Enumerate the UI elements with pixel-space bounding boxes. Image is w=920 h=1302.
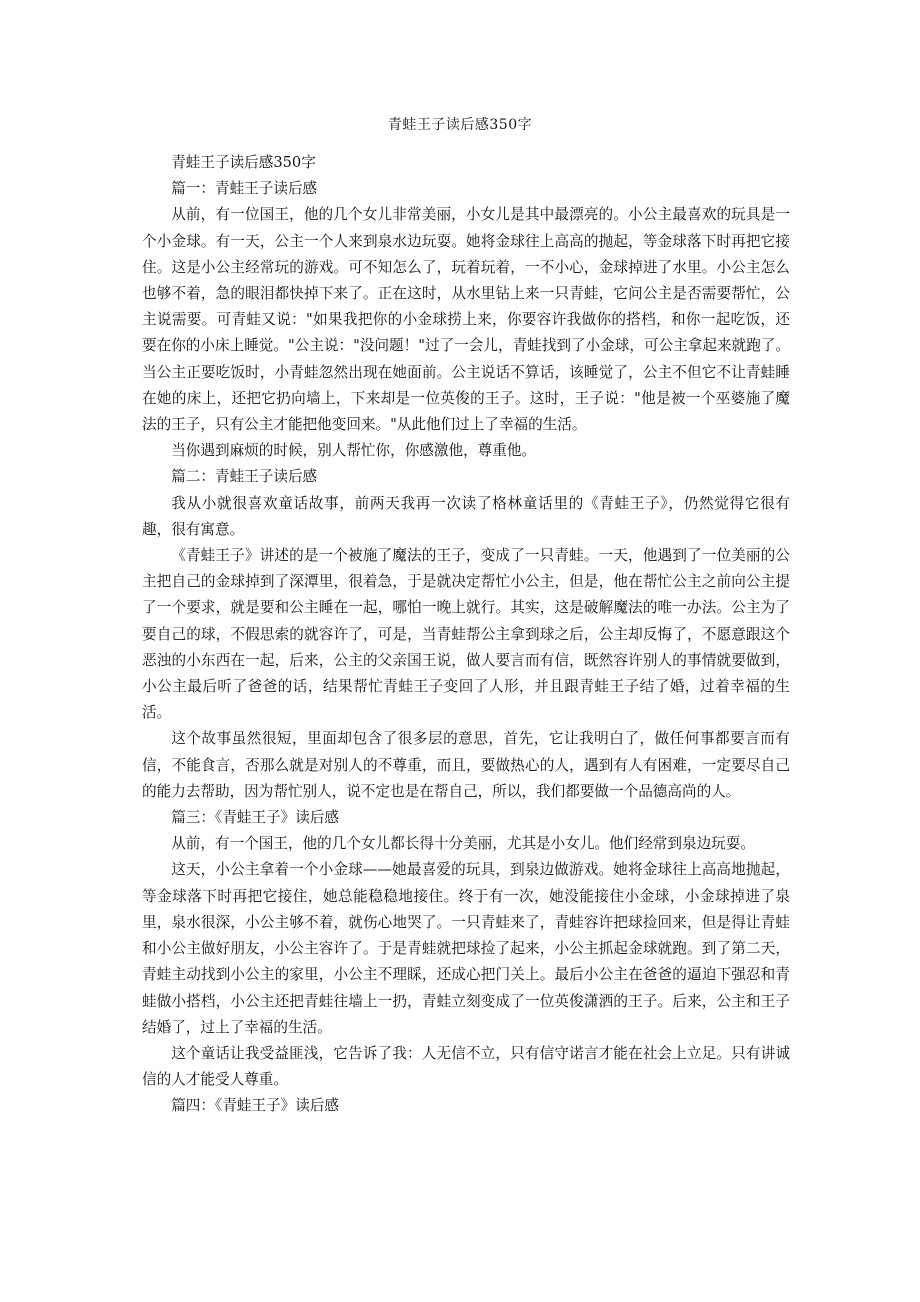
section-heading-1: 篇一：青蛙王子读后感	[171, 180, 318, 198]
subtitle: 青蛙王子读后感350字	[171, 154, 316, 171]
paragraph: 从前，有一位国王，他的几个女儿非常美丽，小女儿是其中最漂亮的。小公主最喜欢的玩具是一个小金球。有一天，公主一个人来到泉水边玩耍。她将金球往上高高的抛起，等金球落下时再把它接住。这是小公主经常玩的游戏。可不知怎么了，玩着玩着，一不小心，金球掉进了水里。小公主怎么也够不着，急的眼泪都快掉下来了。正在这时，从水里钻上来一只青蛙，它问公主是否需要帮忙，公主说需要。可青蛙又说："如果我把你的小金球捞上来，你要容许我做你的搭档，和你一起吃饭，还要在你的小床上睡觉。"公主说："没问题！"过了一会儿，青蛙找到了小金球，可公主拿起来就跑了。当公主正要吃饭时，小青蛙忽然出现在她面前。公主说话不算话，该睡觉了，公主不但它不让青蛙睡在她的床上，还把它扔向墙上，下来却是一位英俊的王子。这时，王子说："他是被一个巫婆施了魔法的王子，只有公主才能把他变回来。"从此他们过上了幸福的生活。	[142, 206, 790, 434]
section-heading-3: 篇三：《青蛙王子》读后感	[171, 809, 340, 827]
paragraph: 《青蛙王子》讲述的是一个被施了魔法的王子，变成了一只青蛙。一天，他遇到了一位美丽的公主把自己的金球掉到了深潭里，很着急，于是就决定帮忙小公主，但是，他在帮忙公主之前向公主提了一个要求，就是要和公主睡在一起，哪怕一晚上就行。其实，这是破解魔法的唯一办法。公主为了要自己的球，不假思索的就容许了，可是，当青蛙帮公主拿到球之后，公主却反悔了，不愿意跟这个恶浊的小东西在一起，后来，公主的父亲国王说，做人要言而有信，既然容许别人的事情就要做到，小公主最后听了爸爸的话，结果帮忙青蛙王子变回了人形，并且跟青蛙王子结了婚，过着幸福的生活。	[142, 547, 790, 722]
paragraph: 这个故事虽然很短，里面却包含了很多层的意思，首先，它让我明白了，做任何事都要言而有信，不能食言，否那么就是对别人的不尊重，而且，要做热心的人，遇到有人有困难，一定要尽自己的能力去帮助，因为帮忙别人，说不定也是在帮自己，所以，我们都要做一个品德高尚的人。	[142, 730, 790, 800]
document-title: 青蛙王子读后感350字	[387, 117, 533, 133]
paragraph: 这天，小公主拿着一个小金球——她最喜爱的玩具，到泉边做游戏。她将金球往上高高地抛起，等金球落下时再把它接住，她总能稳稳地接住。终于有一次，她没能接住小金球，小金球掉进了泉里，泉水很深，小公主够不着，就伤心地哭了。一只青蛙来了，青蛙容许把球捡回来，但是得让青蛙和小公主做好朋友，小公主容许了。于是青蛙就把球捡了起来，小公主抓起金球就跑。到了第二天，青蛙主动找到小公主的家里，小公主不理睬，还成心把门关上。最后小公主在爸爸的逼迫下强忍和青蛙做小搭档，小公主还把青蛙往墙上一扔，青蛙立刻变成了一位英俊潇洒的王子。后来，公主和王子结婚了，过上了幸福的生活。	[142, 861, 790, 1036]
paragraph: 我从小就很喜欢童话故事，前两天我再一次读了格林童话里的《青蛙王子》，仍然觉得它很有趣，很有寓意。	[142, 494, 790, 538]
paragraph: 当你遇到麻烦的时候，别人帮忙你，你感激他，尊重他。	[171, 442, 537, 460]
document-body	[142, 150, 790, 1120]
section-heading-2: 篇二：青蛙王子读后感	[171, 468, 318, 486]
paragraph: 这个童话让我受益匪浅，它告诉了我：人无信不立，只有信守诺言才能在社会上立足。只有讲诚信的人才能受人尊重。	[142, 1044, 790, 1089]
section-heading-4: 篇四：《青蛙王子》读后感	[171, 1097, 340, 1115]
paragraph: 从前，有一个国王，他的几个女儿都长得十分美丽，尤其是小女儿。他们经常到泉边玩耍。	[171, 835, 755, 853]
